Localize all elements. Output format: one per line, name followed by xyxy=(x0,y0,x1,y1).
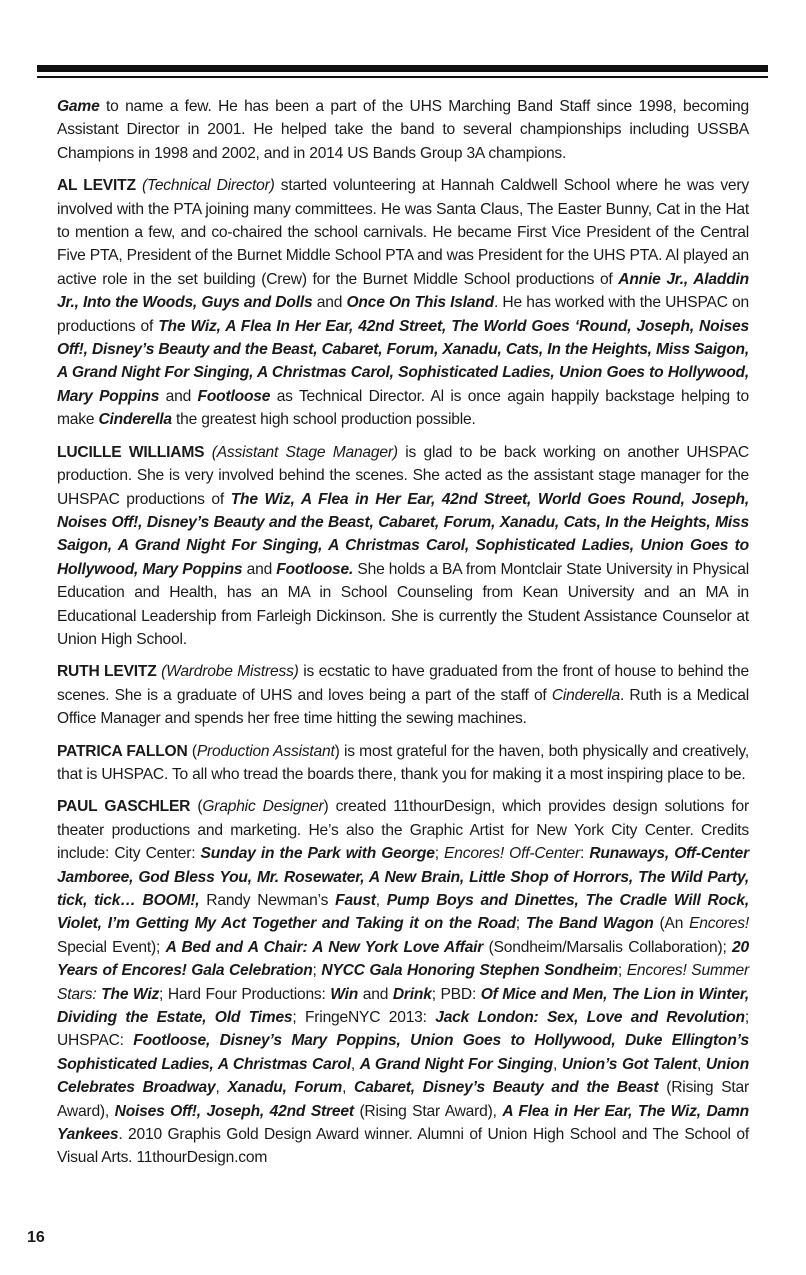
production-title: Footloose, Disney’s Mary Poppins, Union Goes to Hollywood, Duke Ellington’s Sophisticated Ladies, A Christmas Carol xyxy=(57,1032,749,1073)
production-title: Cabaret, Disney’s Beauty and the Beast xyxy=(354,1079,659,1097)
text-run: ) is most grateful for the haven, both physically and creatively, that is UHSPAC. To all who tread the boards there, thank you for making it a most inspiring place to be. xyxy=(57,742,749,783)
production-title: The Band Wagon xyxy=(525,915,654,933)
text-run: the greatest high school production possible. xyxy=(171,411,476,429)
production-title: Faust xyxy=(335,892,376,909)
role-title: Graphic Designer xyxy=(202,798,324,816)
text-run: She holds a BA from Montclair State University in Physical Education and Health, has an MA in School Counseling from Kean University and an MA in Educational Leadership from Farleigh Dickinson. She is currently the Student Assistance Counselor at Union High School. xyxy=(57,560,749,648)
production-title: Cinderella xyxy=(98,411,172,429)
text-run: ; UHSPAC: xyxy=(57,1009,750,1050)
person-name: LUCILLE WILLIAMS xyxy=(57,443,205,461)
text-run: and xyxy=(159,387,198,405)
paragraph-continuation xyxy=(57,95,749,165)
bio-paul-gaschler xyxy=(57,795,749,1170)
text-run: ; Hard Four Productions: xyxy=(159,985,331,1003)
text-run: Randy Newman’s xyxy=(199,892,336,909)
production-title: Footloose. xyxy=(276,560,354,578)
role-title: Production Assistant xyxy=(196,742,335,760)
production-title: Annie Jr., Aladdin Jr., Into the Woods, Guys and Dolls xyxy=(57,270,749,312)
production-title: Footloose xyxy=(197,387,271,405)
text-run xyxy=(204,444,211,461)
role-title: Encores! xyxy=(689,915,749,933)
text-run: ; xyxy=(312,962,322,980)
header-rule-thick xyxy=(37,65,768,72)
production-title: Xanadu, Forum xyxy=(227,1079,343,1097)
text-run: (Rising Star Award), xyxy=(353,1102,503,1120)
role-title: Encores! Summer Stars: xyxy=(57,962,750,1003)
production-title: A Flea in Her Ear, The Wiz, Damn Yankees xyxy=(57,1102,749,1144)
bio-lucille-williams xyxy=(57,441,749,652)
text-run: , xyxy=(342,1079,355,1097)
text-run: started volunteering at Hannah Caldwell School where he was very involved with the PTA joining many committees. He was Santa Claus, The Easter Bunny, Cat in the Hat to mention a few, and co-chaired the school carnivals. He became First Vice President of the Central Five PTA, President of the Burnet Middle School PTA and was President for the UHS PTA. Al played an active role in the set building (Crew) for the Burnet Middle School productions of xyxy=(57,177,749,288)
text-run: (Rising Star Award), xyxy=(57,1079,749,1120)
production-title: Noises Off!, Joseph, 42nd Street xyxy=(114,1102,354,1120)
page-number: 16 xyxy=(27,1229,45,1246)
production-title: Win xyxy=(330,985,359,1003)
text-run: . 2010 Graphis Gold Design Award winner. Alumni of Union High School and The School of Visual Arts. 11thourDesign.com xyxy=(57,1126,749,1167)
text-run: ; FringeNYC 2013: xyxy=(292,1009,436,1027)
role-title: (Assistant Stage Manager) xyxy=(211,443,398,461)
text-run: ( xyxy=(190,798,203,816)
bio-al-levitz xyxy=(57,174,749,431)
bio-patrica-fallon xyxy=(57,740,749,787)
production-title: NYCC Gala Honoring Stephen Sondheim xyxy=(321,962,618,980)
production-title: Of Mice and Men, The Lion in Winter, Dividing the Estate, Old Times xyxy=(57,985,749,1027)
text-run: ; PBD: xyxy=(431,985,481,1003)
text-run: . Ruth is a Medical Office Manager and spends her free time hitting the sewing machines. xyxy=(57,686,749,728)
header-rule-thin xyxy=(37,76,768,78)
role-title: Encores! Off-Center xyxy=(444,845,580,863)
text-run: Special Event); xyxy=(57,938,166,956)
text-run: and xyxy=(312,294,347,312)
text-run: ( xyxy=(187,742,197,760)
text-run: is glad to be back working on another UHSPAC production. She is very involved behind the scenes. She acted as the assistant stage manager for the UHSPAC productions of xyxy=(57,443,749,508)
production-title: Runaways, Off-Center Jamboree, God Bless You, Mr. Rosewater, A New Brain, Little Shop of Horrors, The Wild Party, tick, tick… BOOM!, xyxy=(57,845,750,909)
text-run: and xyxy=(358,985,393,1003)
production-title: Union Celebrates Broadway xyxy=(57,1055,750,1097)
bio-column xyxy=(57,95,749,1179)
text-run: , xyxy=(215,1079,228,1097)
production-title: Once On This Island xyxy=(346,294,494,312)
text-run: (An xyxy=(653,915,690,933)
text-run: . He has worked with the UHSPAC on productions of xyxy=(57,294,750,335)
bio-ruth-levitz xyxy=(57,660,749,730)
text-run: as Technical Director. Al is once again happily backstage helping to make xyxy=(57,387,749,429)
production-title: A Bed and A Chair: A New York Love Affair xyxy=(165,938,484,956)
person-name: PAUL GASCHLER xyxy=(57,798,191,816)
text-run: to name a few. He has been a part of the UHS Marching Band Staff since 1998, becoming Assistant Director in 2001. He helped take the band to several championships including USSBA Champions in 1998 and 2002, and in 2014 US Bands Group 3A champions. xyxy=(57,98,749,162)
text-run: , xyxy=(375,892,387,909)
person-name: PATRICA FALLON xyxy=(57,742,188,760)
text-run: : xyxy=(579,845,590,863)
production-title: The Wiz xyxy=(101,985,160,1003)
text-run: ; xyxy=(515,915,526,933)
production-title: Game xyxy=(57,98,100,115)
role-title: (Wardrobe Mistress) xyxy=(161,663,299,681)
text-run: (Sondheim/Marsalis Collaboration); xyxy=(483,938,733,956)
text-run: ) created 11thourDesign, which provides design solutions for theater productions and marketing. He’s also the Graphic Artist for New York City Center. Credits include: City Center: xyxy=(57,798,749,863)
text-run: and xyxy=(242,560,277,578)
role-title: (Technical Director) xyxy=(141,177,275,195)
production-title: 20 Years of Encores! Gala Celebration xyxy=(57,938,749,980)
text-run: ; xyxy=(617,962,627,980)
text-run: is ecstatic to have graduated from the front of house to behind the scenes. She is a graduate of UHS and loves being a part of the staff of xyxy=(57,663,749,704)
production-title: Jack London: Sex, Love and Revolution xyxy=(435,1009,745,1027)
text-run: , xyxy=(350,1055,360,1073)
production-title: Sunday in the Park with George xyxy=(200,845,435,863)
person-name: RUTH LEVITZ xyxy=(57,663,157,681)
person-name: AL LEVITZ xyxy=(57,177,136,195)
production-title: Pump Boys and Dinettes, The Cradle Will Rock, Violet, I’m Getting My Act Together and Taking it on the Road xyxy=(57,892,749,933)
text-run: , xyxy=(552,1055,562,1073)
text-run: , xyxy=(697,1055,706,1073)
role-title: Cinderella xyxy=(551,686,621,704)
production-title: Drink xyxy=(392,985,432,1003)
production-title: The Wiz, A Flea In Her Ear, 42nd Street, The World Goes ‘Round, Joseph, Noises Off!, Disney’s Beauty and the Beast, Cabaret, Forum, Xanadu, Cats, In the Heights, Miss Saigon, A Grand Night For Singing, A Christmas Carol, Sophisticated Ladies, Union Goes to Hollywood, Mary Poppins xyxy=(57,317,749,405)
text-run: ; xyxy=(434,845,445,863)
production-title: Union’s Got Talent xyxy=(561,1055,698,1073)
production-title: The Wiz, A Flea in Her Ear, 42nd Street, World Goes Round, Joseph, Noises Off!, Disney’s Beauty and the Beast, Cabaret, Forum, Xanadu, Cats, In the Heights, Miss Saigon, A Grand Night For Singing, A Christmas Carol, Sophisticated Ladies, Union Goes to Hollywood, Mary Poppins xyxy=(57,490,749,578)
production-title: A Grand Night For Singing xyxy=(359,1055,553,1073)
